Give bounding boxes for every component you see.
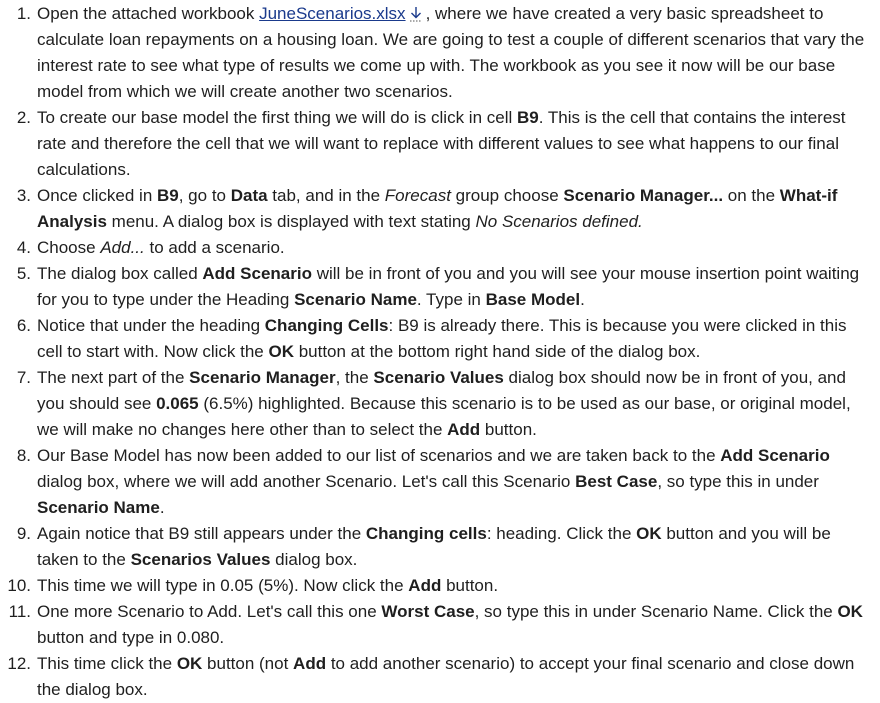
text-run: button and type in 0.080. [37, 628, 225, 647]
text-run: Notice that under the heading [37, 316, 265, 335]
text-run: button at the bottom right hand side of the dialog box. [293, 342, 701, 361]
step-text [37, 576, 498, 595]
text-run: button and you will be taken to the [37, 524, 831, 569]
bold-term: Scenario Name [37, 498, 160, 517]
text-run: . [580, 290, 585, 309]
text-run: , go to [178, 186, 231, 205]
bold-term: Add Scenario [202, 264, 312, 283]
text-run: , where we have created a very basic spreadsheet to calculate loan repayments on a housing loan. We are going to test a couple of different scenarios that vary the interest rate to see what type of results we come up with. The workbook as you see it now will be our base model from which we will create another two scenarios. [37, 4, 865, 101]
step-text [37, 264, 859, 309]
bold-term: Scenario Manager [189, 368, 336, 387]
text-run: button. [480, 420, 537, 439]
step-number: 1. [16, 4, 31, 23]
bold-term: OK [268, 342, 294, 361]
text-run: This time we will type in 0.05 (5%). Now click the [37, 576, 409, 595]
step-item [0, 1, 872, 105]
text-run: . Type in [416, 290, 486, 309]
text-run: (6.5%) highlighted. Because this scenario is to be used as our base, or original model, we will make no changes here other than to select the [37, 394, 851, 439]
step-text [37, 524, 831, 569]
bold-term: Scenario Manager... [563, 186, 724, 205]
step-text [37, 4, 864, 101]
bold-term: B9 [157, 186, 179, 205]
text-run: To create our base model the first thing we will do is click in cell [37, 108, 517, 127]
text-run: Again notice that B9 still appears under the [37, 524, 366, 543]
steps-list [0, 1, 872, 703]
text-run: One more Scenario to Add. Let's call this one [37, 602, 382, 621]
bold-term: OK [176, 654, 203, 673]
text-run: tab, and in the [267, 186, 385, 205]
bold-term: Worst Case [381, 602, 475, 621]
bold-term: 0.065 [156, 394, 199, 413]
text-run: , so type this in under Scenario Name. Click the [474, 602, 838, 621]
bold-term: Add Scenario [720, 446, 830, 465]
step-text [37, 186, 837, 231]
text-run: The dialog box called [37, 264, 203, 283]
italic-term: Add... [100, 238, 145, 257]
step-number: 4. [16, 238, 31, 257]
step-item [0, 183, 872, 235]
text-run: : B9 is already there. This is because you were clicked in this cell to start with. Now click the [37, 316, 847, 361]
bold-term: Add [293, 654, 327, 673]
text-run: This time click the [37, 654, 177, 673]
step-number: 5. [16, 264, 31, 283]
text-run: menu. A dialog box is displayed with text stating [106, 212, 476, 231]
step-item [0, 313, 872, 365]
bold-term: Base Model [485, 290, 581, 309]
text-run: The next part of the [37, 368, 190, 387]
text-run: , so type this in under [657, 472, 819, 491]
bold-term: Scenario Name [294, 290, 417, 309]
step-number: 10. [7, 576, 31, 595]
bold-term: Scenario Values [373, 368, 504, 387]
bold-term: Add [447, 420, 481, 439]
text-run: to add another scenario) to accept your final scenario and close down the dialog box. [37, 654, 855, 699]
step-text [37, 316, 846, 361]
step-text [37, 446, 830, 517]
attachment-link[interactable]: JuneScenarios.xlsx [259, 4, 406, 23]
step-item [0, 651, 872, 703]
step-item [0, 105, 872, 183]
bold-term: What-if Analysis [37, 186, 838, 231]
text-run: will be in front of you and you will see your mouse insertion point waiting for you to type under the Heading [37, 264, 860, 309]
step-item [0, 521, 872, 573]
text-run: dialog box should now be in front of you, and you should see [37, 368, 846, 413]
step-number: 11. [8, 602, 31, 621]
step-text [37, 602, 863, 647]
step-text [37, 108, 846, 179]
text-run: to add a scenario. [144, 238, 285, 257]
step-number: 2. [16, 108, 31, 127]
text-run: . This is the cell that contains the interest rate and therefore the cell that we will want to replace with different values to see what happens to our final calculations. [37, 108, 846, 179]
step-text [37, 238, 285, 257]
step-text [37, 368, 851, 439]
text-run: Open the attached workbook [37, 4, 260, 23]
bold-term: Best Case [575, 472, 658, 491]
text-run: : heading. Click the [486, 524, 637, 543]
text-run: button (not [202, 654, 294, 673]
step-number: 7. [16, 368, 31, 387]
bold-term: Changing cells [365, 524, 487, 543]
text-run: on the [723, 186, 780, 205]
step-text [37, 654, 854, 699]
text-run: button. [441, 576, 499, 595]
bold-term: Changing Cells [264, 316, 389, 335]
download-arrow-icon[interactable] [409, 6, 423, 22]
text-run: dialog box. [270, 550, 358, 569]
italic-term: Forecast [384, 186, 451, 205]
bold-term: OK [837, 602, 863, 621]
step-item [0, 365, 872, 443]
text-run: , the [335, 368, 374, 387]
text-run: dialog box, where we will add another Scenario. Let's call this Scenario [37, 472, 576, 491]
step-item [0, 261, 872, 313]
step-number: 12. [7, 654, 31, 673]
step-number: 6. [16, 316, 31, 335]
step-item [0, 599, 872, 651]
step-number: 9. [16, 524, 31, 543]
text-run: Once clicked in [37, 186, 157, 205]
text-run: group choose [450, 186, 564, 205]
bold-term: Scenarios Values [130, 550, 271, 569]
text-run: Our Base Model has now been added to our list of scenarios and we are taken back to the [37, 446, 721, 465]
bold-term: Add [408, 576, 442, 595]
text-run: . [159, 498, 165, 517]
step-number: 3. [16, 186, 31, 205]
step-number: 8. [16, 446, 31, 465]
step-item [0, 573, 872, 599]
italic-term: No Scenarios defined. [475, 212, 643, 231]
bold-term: Data [230, 186, 268, 205]
step-item [0, 235, 872, 261]
bold-term: B9 [516, 108, 539, 127]
step-item [0, 443, 872, 521]
text-run: Choose [37, 238, 101, 257]
bold-term: OK [636, 524, 662, 543]
